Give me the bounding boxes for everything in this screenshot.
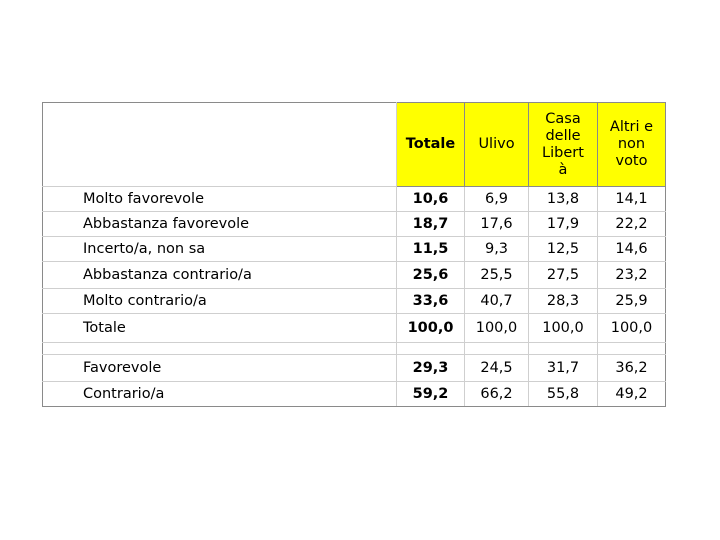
data-cell: 11,5 (397, 237, 465, 262)
data-cell: 66,2 (465, 382, 529, 407)
data-cell: 40,7 (465, 289, 529, 314)
data-cell: 27,5 (529, 262, 598, 289)
table-row (43, 355, 666, 382)
table-body (43, 103, 666, 407)
spacer-cell (43, 343, 397, 355)
data-cell: 24,5 (465, 355, 529, 382)
column-header-line: Totale (405, 136, 456, 152)
row-label: Totale (43, 314, 397, 343)
data-cell: 33,6 (397, 289, 465, 314)
data-cell: 100,0 (529, 314, 598, 343)
column-header (465, 103, 529, 187)
survey-table (42, 102, 666, 407)
table-row (43, 212, 666, 237)
column-header-line: Libert (542, 144, 584, 161)
table-row (43, 314, 666, 343)
data-cell: 25,9 (598, 289, 666, 314)
column-header (397, 103, 465, 187)
data-cell: 49,2 (598, 382, 666, 407)
data-cell: 10,6 (397, 187, 465, 212)
column-header (598, 103, 666, 187)
row-label: Abbastanza favorevole (43, 212, 397, 237)
column-header-line: non (617, 136, 646, 152)
row-label: Molto contrario/a (43, 289, 397, 314)
data-cell: 14,6 (598, 237, 666, 262)
data-cell: 14,1 (598, 187, 666, 212)
table-row (43, 382, 666, 407)
data-cell: 36,2 (598, 355, 666, 382)
column-header-line: Altri e (609, 119, 654, 135)
data-cell: 6,9 (465, 187, 529, 212)
data-cell: 59,2 (397, 382, 465, 407)
table-row (43, 262, 666, 289)
column-header-line: delle (545, 127, 581, 144)
table-row (43, 187, 666, 212)
data-cell: 25,6 (397, 262, 465, 289)
column-header-line: à (558, 161, 568, 178)
data-cell: 28,3 (529, 289, 598, 314)
spacer-row (43, 343, 666, 355)
data-cell: 18,7 (397, 212, 465, 237)
row-label: Incerto/a, non sa (43, 237, 397, 262)
spacer-cell (529, 343, 598, 355)
row-label: Molto favorevole (43, 187, 397, 212)
column-header-line: Ulivo (478, 136, 515, 152)
column-header (529, 103, 598, 187)
spacer-cell (465, 343, 529, 355)
data-cell: 29,3 (397, 355, 465, 382)
data-cell: 12,5 (529, 237, 598, 262)
data-cell: 55,8 (529, 382, 598, 407)
corner-cell (43, 103, 397, 187)
row-label: Favorevole (43, 355, 397, 382)
table-row (43, 289, 666, 314)
data-cell: 17,6 (465, 212, 529, 237)
column-header-line: voto (615, 153, 648, 169)
header-row (43, 103, 666, 187)
data-cell: 100,0 (397, 314, 465, 343)
table-row (43, 237, 666, 262)
spacer-cell (598, 343, 666, 355)
data-cell: 22,2 (598, 212, 666, 237)
data-cell: 13,8 (529, 187, 598, 212)
data-cell: 9,3 (465, 237, 529, 262)
data-cell: 100,0 (598, 314, 666, 343)
data-cell: 25,5 (465, 262, 529, 289)
data-cell: 23,2 (598, 262, 666, 289)
column-header-line: Casa (545, 110, 581, 127)
data-cell: 31,7 (529, 355, 598, 382)
spacer-cell (397, 343, 465, 355)
row-label: Contrario/a (43, 382, 397, 407)
row-label: Abbastanza contrario/a (43, 262, 397, 289)
data-cell: 17,9 (529, 212, 598, 237)
data-cell: 100,0 (465, 314, 529, 343)
